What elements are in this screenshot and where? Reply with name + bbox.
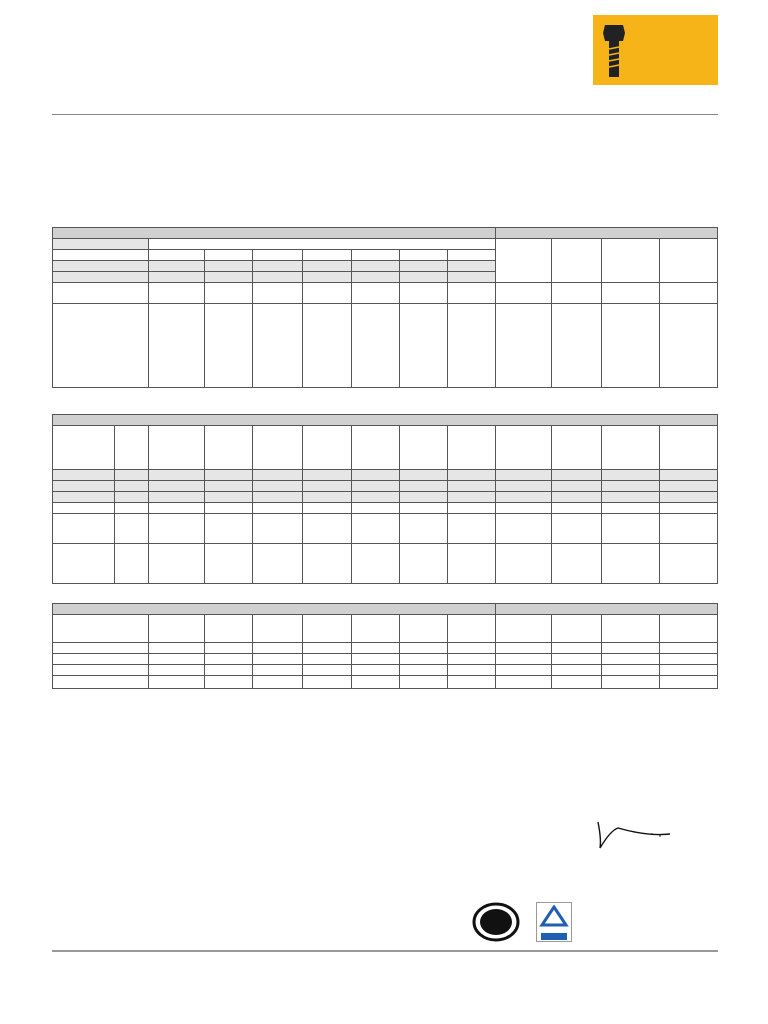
heat-data-cell [660,283,718,304]
heat-col-heat [552,239,602,283]
chem-data-cell [204,283,252,304]
dim-col-header [302,615,351,643]
mech-col-header [148,426,204,470]
hv-title [496,604,718,615]
mech-data-cell [302,514,351,544]
chem-data-cell [302,283,351,304]
mech-min-row [53,481,718,492]
mech-min-label [53,481,115,492]
min-hrc [204,481,252,492]
dim-col-header [448,615,496,643]
max-hrc [204,492,252,503]
footer-divider [52,950,718,952]
min-elong [351,481,400,492]
mech-data-cell [660,514,718,544]
dim-col-header [660,615,718,643]
mech-col-header [496,426,552,470]
tuv-certified [541,933,567,940]
mech-col-header [351,426,400,470]
mech-nom-row [53,470,718,481]
mech-col-header [204,426,252,470]
mech-max-label [53,492,115,503]
chem-data-cell [252,283,302,304]
chem-min-cell [448,261,496,272]
heat-data-cell [496,283,552,304]
heat-col-raw [496,239,552,283]
mech-col-header [602,426,660,470]
tuv-triangle-icon [537,905,571,927]
chem-data-cell [351,283,400,304]
mech-col-header [660,426,718,470]
chem-max-cell [302,272,351,283]
dimensions-table [52,603,718,689]
dim-col-header [252,615,302,643]
mech-col-header [400,426,448,470]
chem-col-header [448,250,496,261]
min-lo [552,481,602,492]
chem-min-cell [148,261,204,272]
chem-subtitle [148,239,495,250]
chem-max-label [53,272,149,283]
mech-data-cell [351,514,400,544]
mech-title [53,415,718,426]
mech-nom-label [53,470,115,481]
chem-min-cell [252,261,302,272]
mech-data-cell [114,514,148,544]
mech-data-cell [552,514,602,544]
mech-data-cell [400,514,448,544]
min-proof [302,481,351,492]
mech-data-row [53,514,718,544]
chem-col-header [400,250,448,261]
chem-min-cell [204,261,252,272]
dim-col-header [552,615,602,643]
heat-col-actual [660,239,718,283]
min-su [602,481,660,492]
mech-max-row [53,492,718,503]
min-lu [660,481,718,492]
mech-col-header [448,426,496,470]
mech-data-cell [53,514,115,544]
chem-col-header [252,250,302,261]
chem-data-cell [448,283,496,304]
mech-data-cell [252,514,302,544]
dim-col-header [351,615,400,643]
max-brinell [148,492,204,503]
web-links [55,960,67,974]
mech-data-cell [496,514,552,544]
chem-title [53,228,496,239]
dim-col-header [400,615,448,643]
chem-max-cell [204,272,252,283]
chem-min-cell [302,261,351,272]
mechanical-table [52,414,718,584]
chem-spec-label [53,261,149,272]
bolt-icon [603,23,625,79]
chem-min-cell [400,261,448,272]
chem-row-name [53,283,149,304]
heat-data-cell [552,283,602,304]
chem-max-cell [148,272,204,283]
mech-data-cell [204,514,252,544]
heat-title [496,228,718,239]
nom-tensile [252,470,302,481]
divider [52,114,718,115]
chem-col-header [302,250,351,261]
chem-data-cell [148,283,204,304]
min-brinell [148,481,204,492]
nom-proof [302,470,351,481]
brand-logo [593,15,718,85]
dim-col-header [148,615,204,643]
min-reduction [400,481,448,492]
min-so [496,481,552,492]
chem-col-header [148,250,204,261]
dim-col-header [204,615,252,643]
ke-badge-icon [472,902,520,942]
dim-col-header [602,615,660,643]
chem-max-cell [400,272,448,283]
dim-header-row [53,615,718,643]
mech-col-header [552,426,602,470]
chem-col-desc [53,250,149,261]
mech-col-header [114,426,148,470]
chem-min-cell [351,261,400,272]
mech-header-row [53,426,718,470]
mech-col-header [302,426,351,470]
chem-col-header [204,250,252,261]
mech-data-cell [448,514,496,544]
heat-data-cell [602,283,660,304]
chem-data-cell [400,283,448,304]
mech-col-header [53,426,115,470]
dim-col-header [496,615,552,643]
chem-data-row [53,283,718,304]
mech-col-header [252,426,302,470]
signature [592,812,682,852]
mech-data-cell [602,514,660,544]
min-tensile [252,481,302,492]
dim-title [53,604,496,615]
chemical-table [52,227,718,388]
chem-max-cell [351,272,400,283]
min-kn [448,481,496,492]
mech-data-cell [148,514,204,544]
chem-max-cell [448,272,496,283]
chem-col-header [351,250,400,261]
tuv-badge [536,902,572,942]
dim-col-header [53,615,149,643]
heat-col-min [602,239,660,283]
chem-max-cell [252,272,302,283]
